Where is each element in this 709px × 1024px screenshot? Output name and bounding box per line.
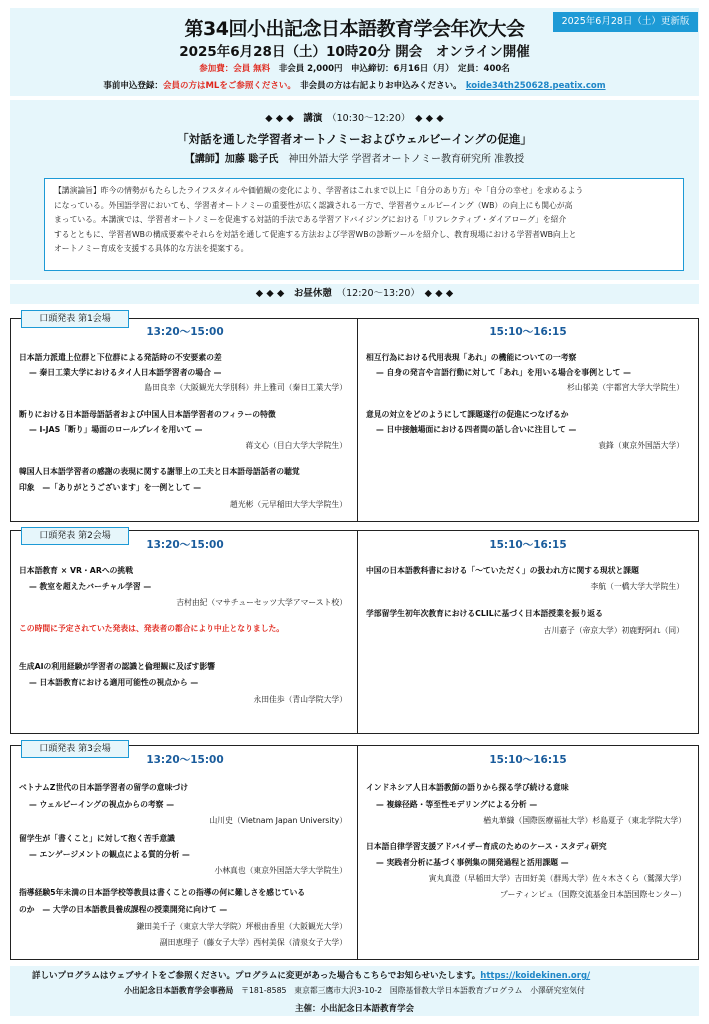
paper-authors: 杉山郁美（宇都宮大学大学院生） [567, 383, 684, 392]
paper-authors: 蒋文心（目白大学大学院生） [245, 441, 347, 450]
paper-authors: 古川嘉子（帝京大学）初鹿野阿れ（同） [543, 626, 684, 635]
paper-title-cont: のか — 大学の日本語教員養成課程の授業開発に向けて — [19, 905, 228, 914]
paper-title: 生成AIの利用経験が学習者の認識と倫理観に及ぼす影響 [19, 662, 216, 671]
room-1-box [10, 318, 699, 522]
keynote-title: 「対話を通した学習者オートノミーおよびウェルビーイングの促進」 [177, 132, 532, 146]
speaker-name: 【講師】加藤 聡子氏 [184, 154, 279, 165]
footer-website-note [32, 969, 590, 981]
fee-free-label: 参加費：会員 無料 [199, 64, 271, 74]
registration-label: 事前申込登録： [103, 81, 163, 91]
room-1-am [11, 319, 358, 521]
footer-note-text: 詳しいプログラムはウェブサイトをご参照ください。プログラムに変更があった場合もこちらでお知らせいたします。 [32, 971, 481, 981]
speaker-affiliation: 神田外語大学 学習者オートノミー教育研究所 准教授 [278, 154, 525, 165]
paper-authors: 鎌田美千子（東京大学大学院）坪根由香里（大阪観光大学） [136, 922, 347, 931]
paper-subtitle: — I-JAS「断り」場面のロールプレイを用いて — [29, 425, 203, 434]
registration-info [10, 79, 699, 91]
website-link[interactable]: https://koidekinen.org/ [480, 971, 591, 981]
paper-subtitle: — 日中接触場面における四者間の話し合いに注目して — [376, 425, 577, 434]
keynote-abstract [44, 178, 684, 271]
paper-title-cont: 印象 —「ありがとうございます」を一例として — [19, 483, 202, 492]
room-1-pm [358, 319, 698, 521]
lunch-heading: ◆ ◆ ◆ お昼休憩 [255, 288, 332, 299]
registration-nonmember-note: 非会員の方は右記よりお申込みください。 [291, 81, 458, 91]
paper-title: 断りにおける日本語母語話者および中国人日本語学習者のフィラーの特徴 [19, 410, 276, 419]
room-2-pm [358, 531, 698, 733]
fee-details: 非会員 2,000円 申込締切：6月16日（月） 定員：400名 [270, 64, 510, 74]
registration-link[interactable]: koide34th250628.peatix.com [465, 81, 606, 91]
lunch-heading-tail: ◆ ◆ ◆ [424, 288, 454, 299]
keynote-section [10, 100, 699, 280]
room-1-pm-slot: 15:10〜16:15 [489, 326, 567, 338]
paper-authors: 永田佳歩（青山学院大学） [253, 695, 347, 704]
room-2-am-slot: 13:20〜15:00 [146, 539, 224, 551]
room-1-am-slot: 13:20〜15:00 [146, 326, 224, 338]
paper-title: 日本語教育 × VR・ARへの挑戦 [19, 566, 134, 575]
event-datetime: 2025年6月28日（土）10時20分 開会 オンライン開催 [179, 44, 530, 60]
room-3-pm-slot: 15:10〜16:15 [489, 754, 567, 766]
paper-title: 韓国人日本語学習者の感謝の表現に関する謝罪上の工夫と日本語母語話者の聴覚 [19, 467, 300, 476]
paper-title: 日本語自律学習支援アドバイザー育成のためのケース・スタディ研究 [366, 842, 607, 851]
paper-authors: 小林真也（東京外国語大学大学院生） [214, 866, 347, 875]
abstract-line: 【講演論旨】昨今の情勢がもたらしたライフスタイルや価値観の変化により、学習者はこれまで以上に「自分のあり方」や「自分の幸せ」を求めるよう [54, 186, 584, 195]
paper-authors: 趙光彬（元早稲田大学大学院生） [230, 500, 347, 509]
paper-subtitle: — ウェルビーイングの視点からの考察 — [29, 800, 174, 809]
paper-subtitle: — 日本語教育における適用可能性の視点から — [29, 678, 199, 687]
paper-subtitle: — エンゲージメントの観点による質的分析 — [29, 850, 190, 859]
paper-title: 指導経験5年未満の日本語学校等教員は書くことの指導の何に難しさを感じている [19, 888, 306, 897]
paper-title: 意見の対立をどのようにして課題遂行の促進につなげるか [366, 410, 569, 419]
keynote-heading-tail: ◆ ◆ ◆ [415, 113, 444, 124]
abstract-line: するとともに、学習者WBの構成要素やそれらを対話を通して促進する方法および学習WBの診断ツールを紹介し、教育現場における学習者WB向上と [54, 229, 577, 239]
room-3-box [10, 745, 699, 960]
cancellation-notice: この時間に予定されていた発表は、発表者の都合により中止となりました。 [19, 624, 285, 633]
room-2-box [10, 530, 699, 734]
room-1-label: 口頭発表 第1会場 [21, 310, 129, 328]
room-2-am [11, 531, 358, 733]
fee-info [10, 62, 699, 74]
room-2-pm-slot: 15:10〜16:15 [489, 539, 567, 551]
paper-title: インドネシア人日本語教師の語りから探る学び続ける意味 [366, 783, 569, 792]
footer [10, 966, 699, 1016]
office-name: 小出記念日本語教育学会事務局 [124, 986, 234, 995]
paper-title: 相互行為における代用表現「あれ」の機能についての一考察 [366, 353, 577, 362]
abstract-line: になっている。外国語学習においても、学習者オートノミーの重要性が広く認識される一方で、学習者ウェルビーイング（WB）の向上にも関心が高 [54, 200, 573, 210]
paper-subtitle: — 秦日工業大学におけるタイ人日本語学習者の場合 — [29, 368, 222, 377]
keynote-heading-label: ◆ ◆ ◆ 講演 [265, 113, 323, 124]
lunch-break-bar [10, 284, 699, 304]
room-3-label: 口頭発表 第3会場 [21, 740, 129, 758]
paper-subtitle: — 教室を超えたバーチャル学習 — [29, 582, 152, 591]
paper-authors: プーティンピュ（国際交流基金日本語国際センター） [500, 890, 686, 899]
paper-title: 中国の日本語教科書における「〜ていただく」の扱われ方に関する現状と課題 [366, 566, 639, 575]
keynote-time: （10:30〜12:20） [331, 113, 406, 124]
paper-authors: 山川史（Vietnam Japan University） [209, 816, 347, 825]
keynote-speaker [10, 150, 699, 165]
footer-office [10, 985, 699, 996]
paper-title: 学部留学生初年次教育におけるCLILに基づく日本語授業を振り返る [366, 609, 603, 618]
abstract-line: まっている。本講演では、学習者オートノミーを促進する対話的手法である学習アドバイジングにおける「リフレクティブ・ダイアローグ」を紹介 [54, 215, 567, 225]
paper-title: 日本語力派遣上位群と下位群による発話時の不安要素の差 [19, 353, 222, 362]
paper-authors: 島田良幸（大阪観光大学別科）井上雅司（秦日工業大学） [144, 383, 347, 392]
lunch-time: （12:20〜13:20） [341, 288, 416, 299]
paper-title: 留学生が「書くこと」に対して抱く苦手意識 [19, 834, 175, 843]
room-2-label: 口頭発表 第2会場 [21, 527, 129, 545]
paper-authors: 寅丸真澄（早稲田大学）吉田好美（群馬大学）佐々木さくら（鷲澤大学） [428, 874, 686, 883]
paper-authors: 吉村由紀（マサチューセッツ大学アマースト校） [176, 598, 347, 607]
paper-subtitle: — 複線径路・等至性モデリングによる分析 — [376, 800, 538, 809]
room-3-am [11, 746, 358, 959]
room-3-pm [358, 746, 698, 959]
room-3-am-slot: 13:20〜15:00 [146, 754, 224, 766]
paper-subtitle: — 実践者分析に基づく事例集の開発過程と活用課題 — [376, 858, 569, 867]
abstract-line: オートノミー育成を支援する具体的な方法を提案する。 [54, 244, 249, 254]
office-address: 〒181-8585 東京都三鷹市大沢3-10-2 国際基督教大学日本語教育プログラム 小澤研究室気付 [233, 986, 585, 995]
paper-authors: 袁鋒（東京外国語大学） [598, 441, 684, 450]
paper-authors: 楢丸華織（国際医療福祉大学）杉島夏子（東北学院大学） [483, 816, 686, 825]
paper-title: ベトナムZ世代の日本語学習者の留学の意味づけ [19, 783, 188, 792]
paper-subtitle: — 自身の発言や言語行動に対して「あれ」を用いる場合を事例として — [376, 368, 631, 377]
footer-host: 主催：小出記念日本語教育学会 [294, 1004, 414, 1014]
paper-authors: 李航（一橋大学大学院生） [590, 582, 684, 591]
registration-member-note: 会員の方はMLをご参照ください。 [162, 81, 292, 91]
paper-authors: 副田恵理子（藤女子大学）西村美保（清泉女子大学） [159, 938, 347, 947]
keynote-heading [10, 110, 699, 124]
event-title: 第34回小出記念日本語教育学会年次大会 [184, 18, 525, 40]
update-badge: 2025年6月28日（土）更新版 [553, 12, 698, 32]
